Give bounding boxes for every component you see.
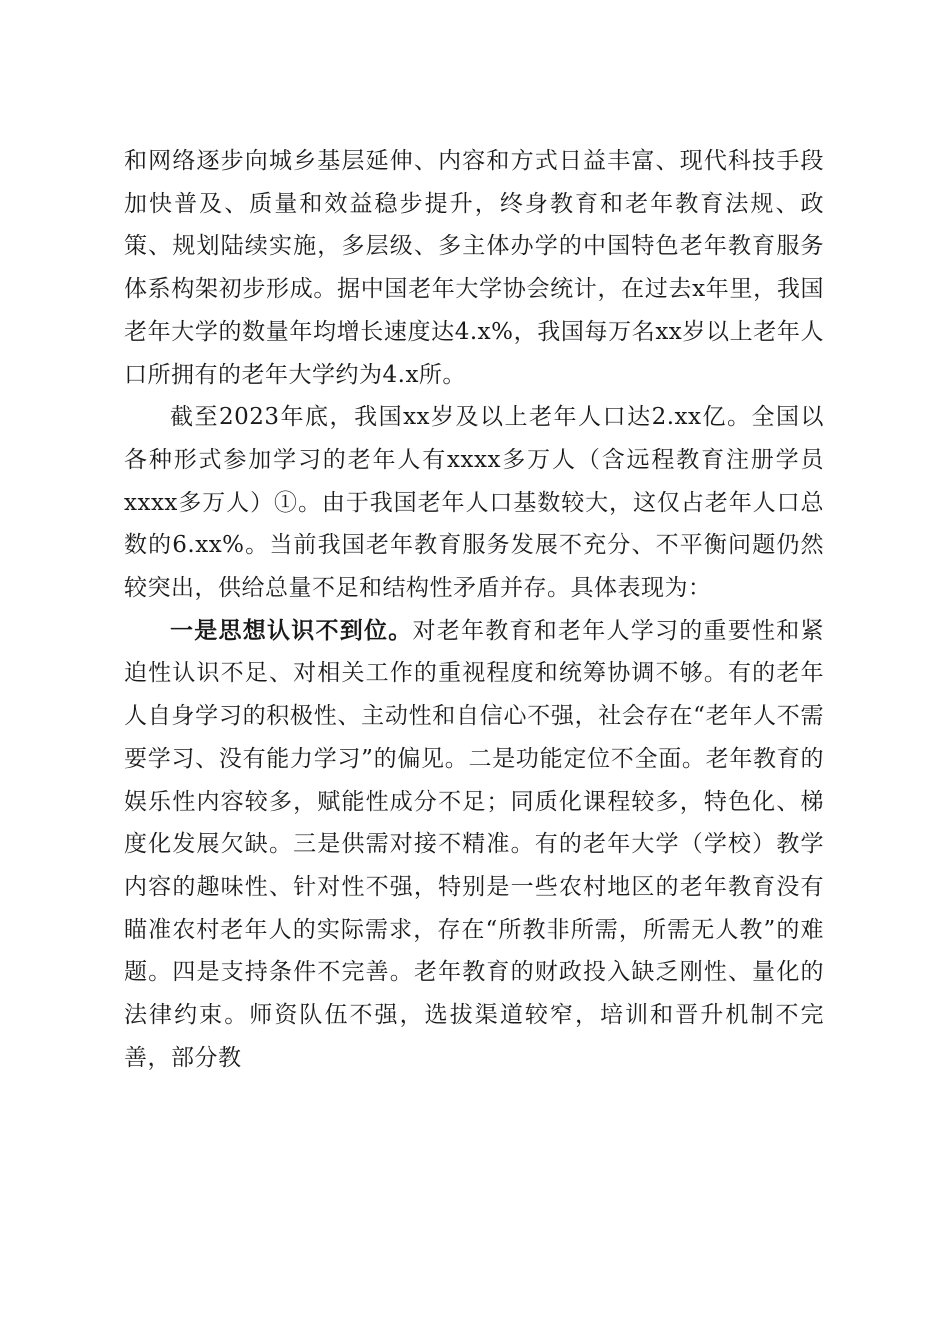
paragraph-continuation: 和网络逐步向城乡基层延伸、内容和方式日益丰富、现代科技手段加快普及、质量和效益稳步提升，终身教育和老年教育法规、政策、规划陆续实施，多层级、多主体办学的中国特色老年教育服务体系构架初步形成。据中国老年大学协会统计，在过去x年里，我国老年大学的数量年均增长速度达4.x%，我国每万名xx岁以上老年人口所拥有的老年大学约为4.x所。 <box>124 148 824 388</box>
paragraph-population-stats: 截至2023年底，我国xx岁及以上老年人口达2.xx亿。全国以各种形式参加学习的老年人有xxxx多万人（含远程教育注册学员xxxx多万人）①。由于我国老年人口基数较大，这仅占老年人口总数的6.xx%。当前我国老年教育服务发展不充分、不平衡问题仍然较突出，供给总量不足和结构性矛盾并存。具体表现为： <box>124 404 824 602</box>
paragraph-problems-text: 对老年教育和老年人学习的重要性和紧迫性认识不足、对相关工作的重视程度和统筹协调不够。有的老年人自身学习的积极性、主动性和自信心不强，社会存在“老年人不需要学习、没有能力学习”的偏见。二是功能定位不全面。老年教育的娱乐性内容较多，赋能性成分不足；同质化课程较多，特色化、梯度化发展欠缺。三是供需对接不精准。有的老年大学（学校）教学内容的趣味性、针对性不强，特别是一些农村地区的老年教育没有瞄准农村老年人的实际需求，存在“所教非所需，所需无人教”的难题。四是支持条件不完善。老年教育的财政投入缺乏刚性、量化的法律约束。师资队伍不强，选拔渠道较窄，培训和晋升机制不完善，部分教 <box>124 617 824 1071</box>
document-body <box>124 140 824 1079</box>
paragraph-lead-heading: 一是思想认识不到位。 <box>170 616 413 644</box>
paragraph-problems <box>124 610 824 1080</box>
